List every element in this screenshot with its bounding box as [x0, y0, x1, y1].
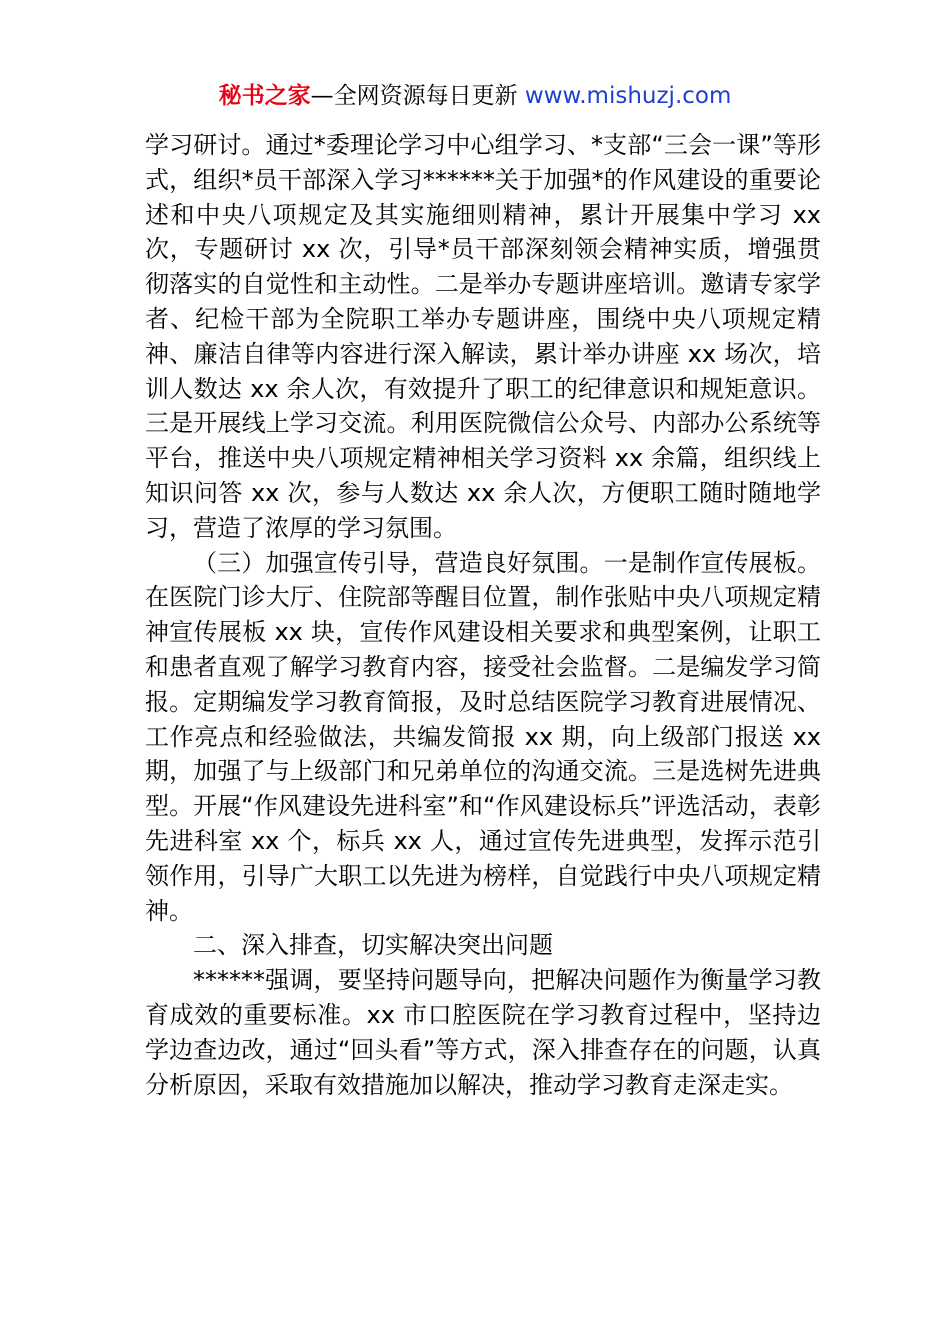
site-url[interactable]: www.mishuzj.com [524, 83, 732, 109]
site-header [0, 78, 950, 114]
site-tagline: —全网资源每日更新 [310, 83, 525, 109]
body-paragraph: ******强调，要坚持问题导向，把解决问题作为衡量学习教育成效的重要标准。xx 市口腔医院在学习教育过程中，坚持边学边查边改，通过“回头看”等方式，深入排查存在的问题，认真分析原因，采取有效措施加以解决，推动学习教育走深走实。 [145, 966, 821, 1099]
site-brand: 秘书之家 [218, 83, 311, 109]
section-heading: 二、深入排查，切实解决突出问题 [193, 931, 553, 960]
body-paragraph: （三）加强宣传引导，营造良好氛围。一是制作宣传展板。在医院门诊大厅、住院部等醒目位置，制作张贴中央八项规定精神宣传展板 xx 块，宣传作风建设相关要求和典型案例，让职工和患者直观了解学习教育内容，接受社会监督。二是编发学习简报。定期编发学习教育简报，及时总结医院学习教育进展情况、工作亮点和经验做法，共编发简报 xx 期，向上级部门报送 xx 期，加强了与上级部门和兄弟单位的沟通交流。三是选树先进典型。开展“作风建设先进科室”和“作风建设标兵”评选活动，表彰先进科室 xx 个，标兵 xx 人，通过宣传先进典型，发挥示范引领作用，引导广大职工以先进为榜样，自觉践行中央八项规定精神。 [145, 548, 821, 925]
body-paragraph: 学习研讨。通过*委理论学习中心组学习、*支部“三会一课”等形式，组织*员干部深入学习******关于加强*的作风建设的重要论述和中央八项规定及其实施细则精神，累计开展集中学习 xx 次，专题研讨 xx 次，引导*员干部深刻领会精神实质，增强贯彻落实的自觉性和主动性。二是举办专题讲座培训。邀请专家学者、纪检干部为全院职工举办专题讲座，围绕中央八项规定精神、廉洁自律等内容进行深入解读，累计举办讲座 xx 场次，培训人数达 xx 余人次，有效提升了职工的纪律意识和规矩意识。三是开展线上学习交流。利用医院微信公众号、内部办公系统等平台，推送中央八项规定精神相关学习资料 xx 余篇，组织线上知识问答 xx 次，参与人数达 xx 余人次，方便职工随时随地学习，营造了浓厚的学习氛围。 [145, 131, 821, 542]
document-body [145, 128, 821, 1102]
